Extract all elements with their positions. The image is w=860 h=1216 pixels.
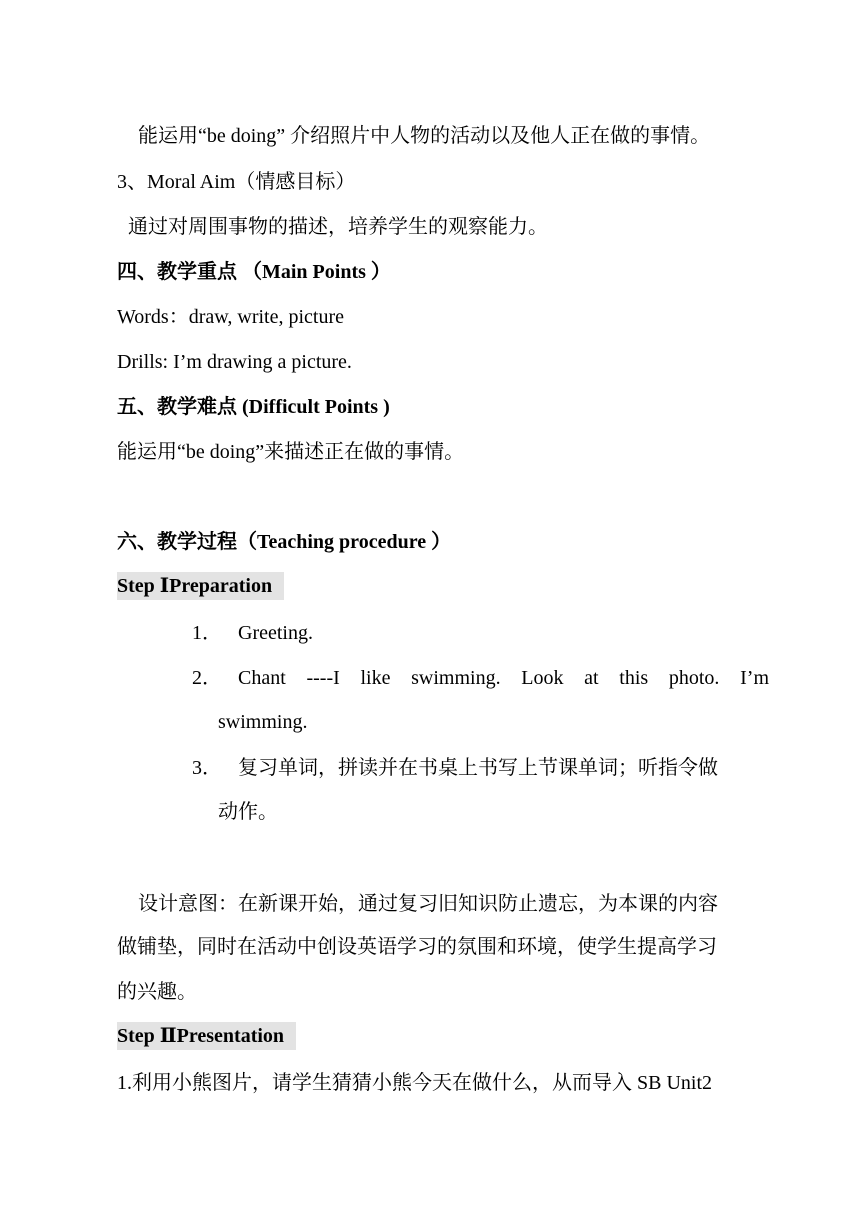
list-item (192, 665, 769, 691)
drills-line: Drills: I’m drawing a picture. (117, 351, 352, 373)
moral-aim-text: 通过对周围事物的描述，培养学生的观察能力。 (128, 216, 548, 238)
main-points-heading: 四、教学重点 （Main Points ） (117, 261, 391, 283)
list-text-continued: swimming. (218, 711, 308, 733)
list-text: Chant ----I like swimming. Look at this photo. I’m (238, 667, 769, 689)
design-intent-text: ：在新课开始，通过复习旧知识防止遗忘，为本课的内容 (218, 893, 718, 915)
moral-aim-heading: 3、Moral Aim（情感目标） (117, 171, 356, 193)
list-number: 1． (192, 622, 222, 644)
design-intent-line-1 (138, 890, 769, 917)
teaching-procedure-heading: 六、教学过程（Teaching procedure ） (117, 531, 452, 553)
objective-text: 能运用“be doing” 介绍照片中人物的活动以及他人正在做的事情。 (138, 125, 711, 147)
design-intent-line-3: 的兴趣。 (117, 981, 197, 1003)
difficult-points-text: 能运用“be doing”来描述正在做的事情。 (117, 441, 465, 463)
list-number: 3． (192, 757, 222, 779)
design-intent-label: 设计意图 (138, 891, 218, 915)
list-text-continued: 动作。 (218, 801, 278, 823)
design-intent-line-2: 做铺垫，同时在活动中创设英语学习的氛围和环境，使学生提高学习 (117, 936, 717, 958)
presentation-text: 1.利用小熊图片，请学生猜猜小熊今天在做什么，从而导入 SB Unit2 (117, 1072, 713, 1094)
list-text: 复习单词，拼读并在书桌上书写上节课单词；听指令做 (238, 757, 718, 779)
step-2-heading: Step ⅡPresentation (117, 1022, 296, 1050)
difficult-points-heading: 五、教学难点 (Difficult Points ) (117, 396, 390, 418)
list-item (192, 755, 769, 781)
list-item (192, 620, 769, 646)
step-1-heading: Step ⅠPreparation (117, 572, 284, 600)
list-text: Greeting. (238, 622, 313, 644)
list-number: 2． (192, 667, 222, 689)
words-line: Words：draw, write, picture (117, 306, 345, 328)
